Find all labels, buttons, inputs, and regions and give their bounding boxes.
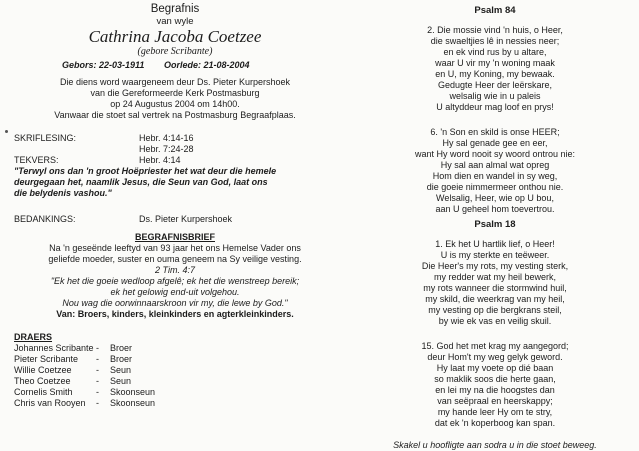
pallbearer-name: Willie Coetzee [14,365,72,375]
pallbearer-name: Chris van Rooyen [14,398,86,408]
psalm-18-title: Psalm 18 [474,219,516,230]
bedankings-label: BEDANKINGS: [14,214,76,224]
hymn-line: dat ek 'n koperboog kan span. [434,418,556,428]
hymn-line: Welsalig, Heer, wie op U bou, [436,193,554,203]
hymn-line: waar U vir my 'n woning maak [435,58,555,68]
pallbearer-name: Cornelis Smith [14,387,73,397]
service-line: van die Gereformeerde Kerk Postmasburg [90,88,260,98]
pallbearer-dash: - [96,365,99,375]
pallbearer-dash: - [96,398,99,408]
letter-line: Na 'n geseënde leeftyd van 93 jaar het ons Hemelse Vader ons [49,243,301,253]
skriflesing-label: SKRIFLESING: [14,133,77,143]
hymn-line: my skild, die weerkrag van my heil, [425,294,565,304]
tekvers-ref: Hebr. 4:14 [139,155,181,165]
hymn-line: so maklik soos die herte gaan, [434,374,556,384]
hymn-line: Hom dien en wandel in sy weg, [432,171,558,181]
tekvers-row [14,155,336,166]
tekvers-quote: deurgegaan het, naamlik Jesus, die Seun van God, laat ons [14,177,268,187]
hymn-line: 15. God het met krag my aangegord; [421,341,569,351]
program-subtitle: van wyle [156,16,194,27]
hymn-line: deur Hom't my weg gelyk geword. [427,352,563,362]
hymn-line: welsalig wie in u paleis [449,91,541,101]
pallbearer-relation: Seun [110,376,132,386]
hymn-line: Hy sal aan almal wat opreg [440,160,550,170]
right-column [360,0,630,451]
letter-line: Nou wag die oorwinnaarskroon vir my, die lewe by God." [62,298,288,308]
deceased-maiden-name: (gebore Scribante) [137,46,213,57]
pallbearer-dash: - [96,376,99,386]
pallbearer-row [14,387,336,398]
hymn-line: en U, my Koning, my bewaak. [435,69,555,79]
hymn-line: 2. Die mossie vind 'n huis, o Heer, [427,25,563,35]
tekvers-quote: "Terwyl ons dan 'n groot Hoëpriester het wat deur die hemele [14,166,277,176]
hymn-line: want Hy word nooit sy woord ontrou nie: [414,149,576,159]
letter-line: "Ek het die goeie wedloop afgelê; ek het die wenstreep bereik; [50,276,300,286]
hymn-line: my vesting op die bergkrans steil, [428,305,562,315]
hymn-line: U altyddeur mag loof en prys! [436,102,554,112]
pallbearer-dash: - [96,387,99,397]
service-line: Vanwaar die stoet sal vertrek na Postmasburg Begraafplaas. [54,110,296,120]
pallbearer-name: Johannes Scribante [14,343,94,353]
pallbearer-row [14,343,336,354]
hymn-line: Hy laat my voete op dié baan [436,363,554,373]
tekvers-quote: die belydenis vashou." [14,188,112,198]
letter-from: Van: Broers, kinders, kleinkinders en agterkleinkinders. [56,309,294,319]
hymn-line: aan U geheel hom toevertrou. [435,204,555,214]
pallbearer-row [14,365,336,376]
pallbearer-name: Theo Coetzee [14,376,71,386]
hymn-line: Hy sal genade gee en eer, [442,138,548,148]
program-title: Begrafnis [150,3,200,15]
pallbearer-relation: Seun [110,365,132,375]
bedankings-value: Ds. Pieter Kurpershoek [139,214,233,224]
hymn-line: by wie ek vas en veilig skuil. [438,316,552,326]
letter-title: BEGRAFNISBRIEF [134,232,215,242]
hymn-line: en lei my na die hoogstes dan [435,385,555,395]
pallbearer-dash: - [96,354,99,364]
death-date: Oorlede: 21-08-2004 [164,60,250,70]
letter-scripture-ref: 2 Tim. 4:7 [155,265,195,275]
pallbearer-row [14,354,336,365]
dates-line [14,60,336,72]
hymn-line: 1. Ek het U hartlik lief, o Heer! [435,239,555,249]
hymn-line: U is my sterkte en teëweer. [440,250,550,260]
letter-line: ek het gelowig end-uit volgehou. [110,287,240,297]
hymn-line: en ek vind rus by u altare, [443,47,547,57]
scan-mark [5,130,8,133]
pallbearer-name: Pieter Scribante [14,354,79,364]
pallbearer-dash: - [96,343,99,353]
pallbearer-relation: Skoonseun [110,387,156,397]
pallbearer-relation: Skoonseun [110,398,156,408]
skriflesing-ref: Hebr. 4:14-16 [139,133,194,143]
hymn-line: Die Heer's my rots, my vesting sterk, [421,261,569,271]
left-column [14,0,336,409]
letter-line: geliefde moeder, suster en ouma geneem na Sy veilige vesting. [48,254,302,264]
bedankings-row [14,214,336,225]
hymn-line: die swaeltjies lê in nessies neer; [430,36,560,46]
hymn-line: my rots wanneer die stormwind huil, [423,283,567,293]
hymn-line: Gedugte Heer der leërskare, [437,80,553,90]
pallbearer-relation: Broer [110,343,133,353]
hymn-line: die goeie nimmermeer onthou nie. [426,182,564,192]
birth-date: Gebors: 22-03-1911 [62,60,145,70]
deceased-name: Cathrina Jacoba Coetzee [88,27,262,46]
pallbearer-row [14,398,336,409]
skriflesing-row [14,133,336,144]
service-line: Die diens word waargeneem deur Ds. Pieter Kurpershoek [59,77,291,87]
psalm-84-title: Psalm 84 [474,5,516,16]
pallbearer-row [14,376,336,387]
tekvers-label: TEKVERS: [14,155,59,165]
service-line: op 24 Augustus 2004 om 14h00. [110,99,240,109]
pallbearer-relation: Broer [110,354,133,364]
skriflesing-ref: Hebr. 7:24-28 [139,144,194,154]
draers-title: DRAERS [14,332,53,342]
hymn-line: my redder wat my heil bewerk, [433,272,557,282]
hymn-line: 6. 'n Son en skild is onse HEER; [430,127,560,137]
procession-notice: Skakel u hoofligte aan sodra u in die stoet beweeg. [393,440,597,450]
skriflesing-row [14,144,336,155]
hymn-line: van seëpraal en heerskappy; [437,396,553,406]
hymn-line: my hande leer Hy om te stry, [437,407,553,417]
